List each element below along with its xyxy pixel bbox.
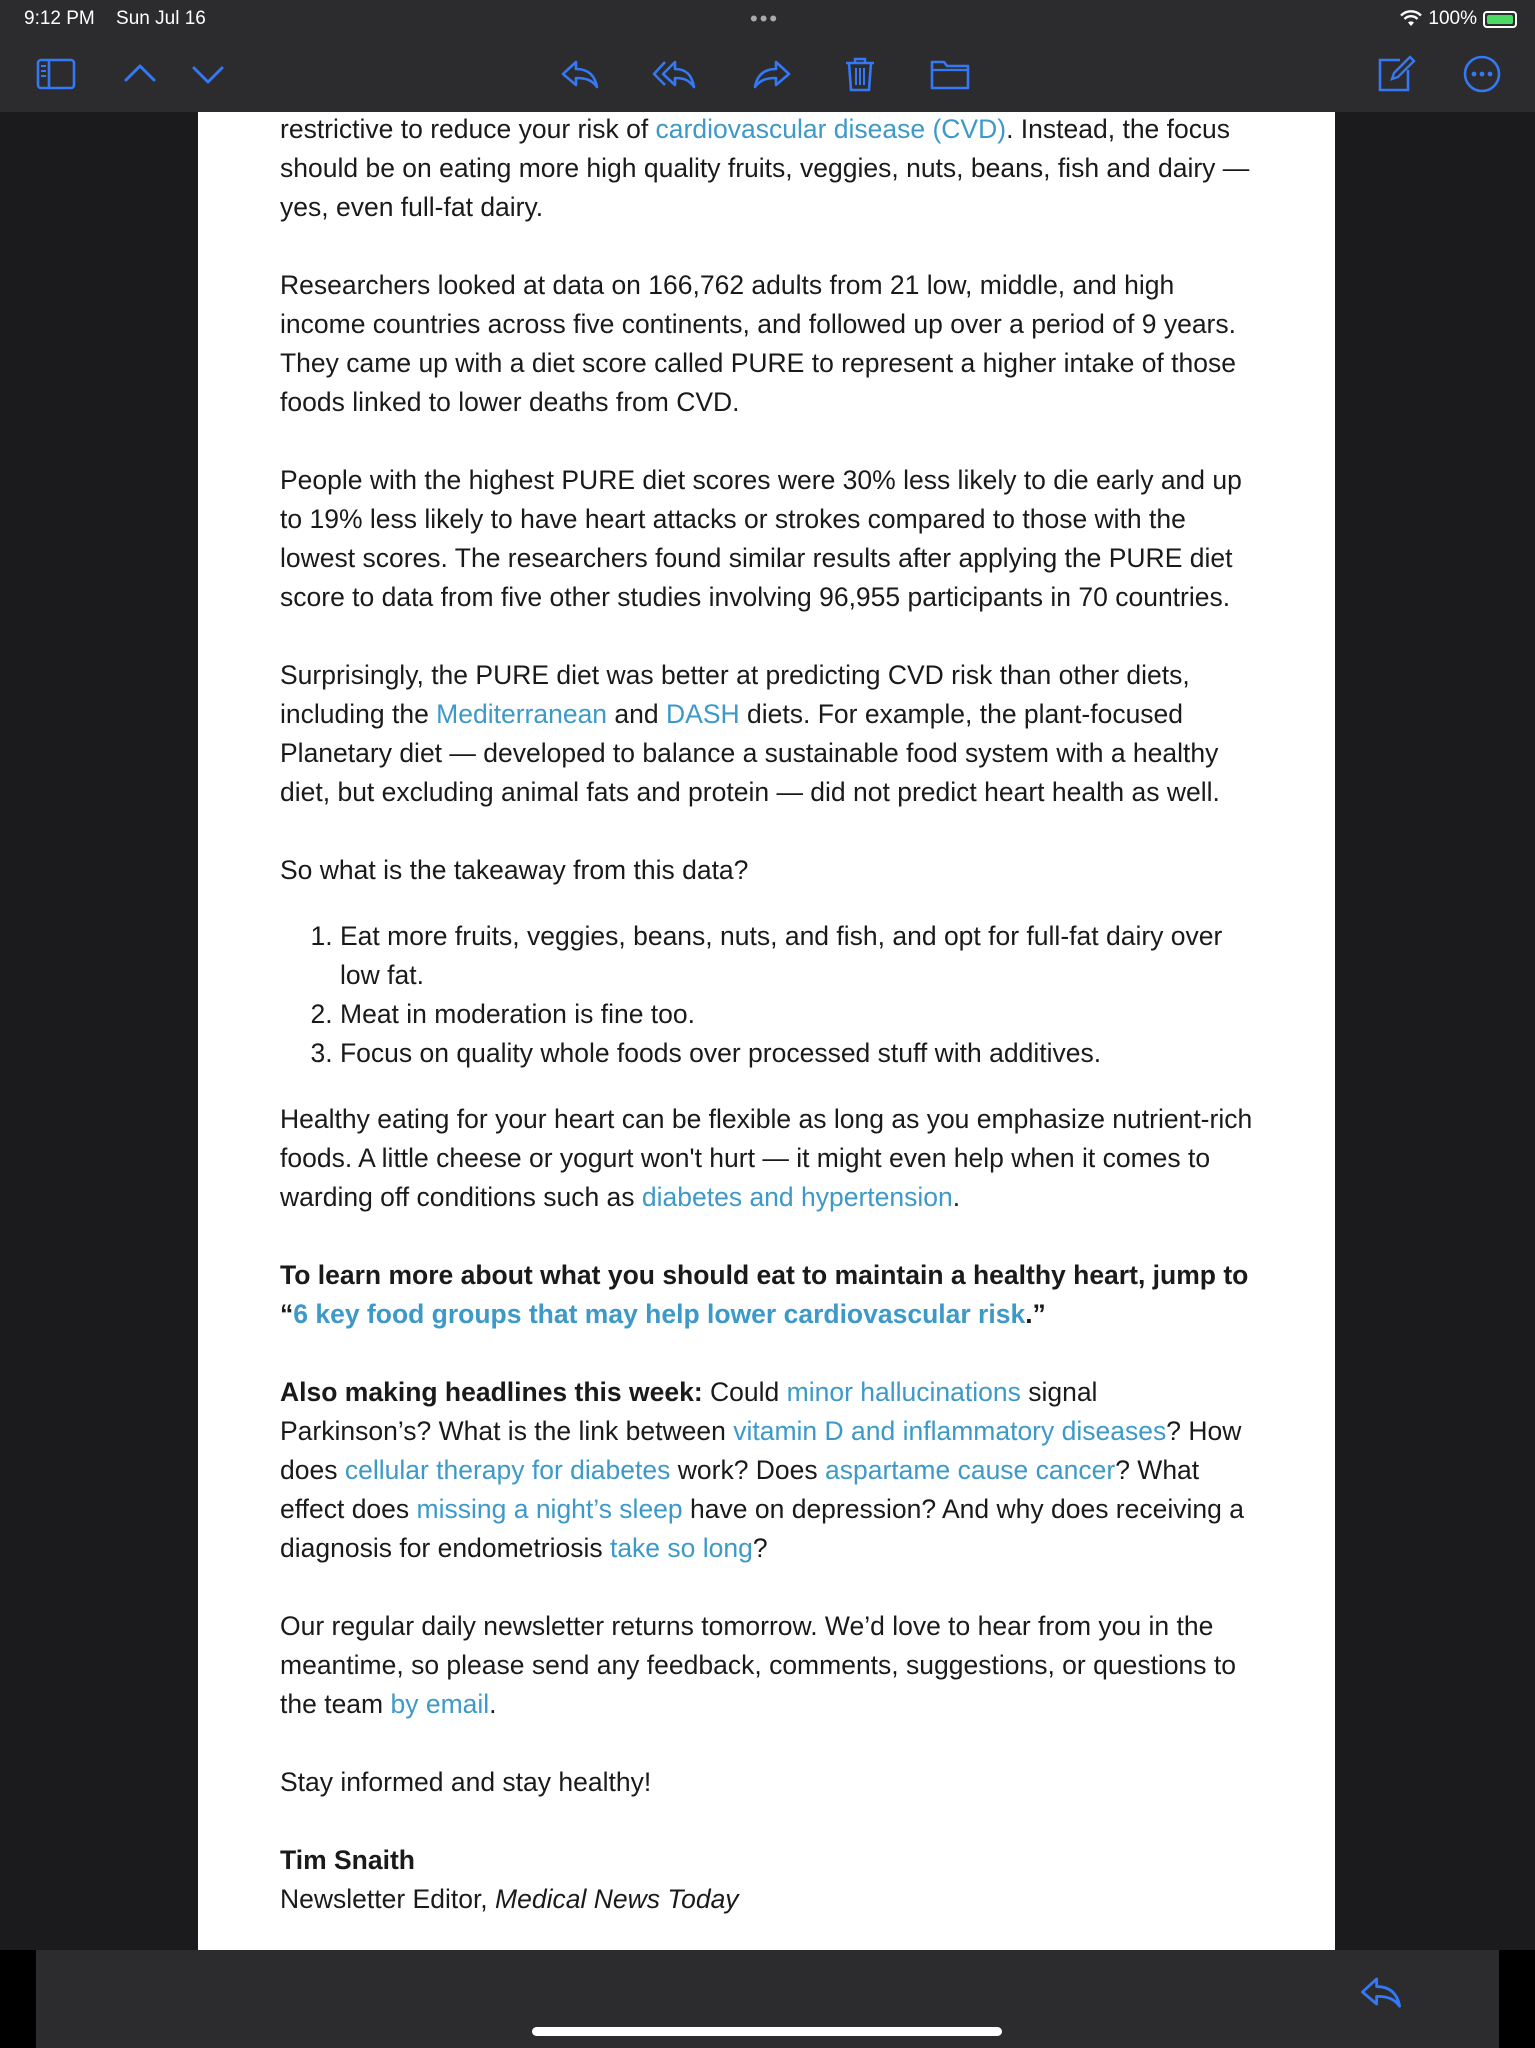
signature-publication: Medical News Today xyxy=(495,1884,739,1914)
text-run: ? How does xyxy=(280,1416,1242,1485)
list-item: 2. Meat in moderation is fine too. xyxy=(340,995,1255,1034)
text-run: ? What effect does xyxy=(280,1455,1200,1524)
signature-name: Tim Snaith xyxy=(280,1845,415,1875)
forward-icon xyxy=(750,52,794,96)
reply-button[interactable] xyxy=(556,50,604,98)
text-run: .” xyxy=(1025,1299,1046,1329)
text-run: . xyxy=(952,1182,961,1212)
text-run: and xyxy=(607,699,667,729)
link-dash[interactable]: DASH xyxy=(666,699,740,729)
previous-message-button[interactable] xyxy=(116,50,164,98)
list-item: 3. Focus on quality whole foods over processed stuff with additives. xyxy=(340,1034,1255,1073)
email-message xyxy=(198,112,1335,1950)
status-right xyxy=(1400,8,1517,30)
link-vitamin-d[interactable]: vitamin D and inflammatory diseases xyxy=(733,1416,1167,1446)
move-to-folder-button[interactable] xyxy=(926,50,974,98)
link-by-email[interactable]: by email xyxy=(390,1689,490,1719)
battery-percent: 100% xyxy=(1428,8,1477,29)
bottom-reply-button[interactable] xyxy=(1357,1968,1405,2016)
paragraph-cvd xyxy=(280,110,1255,227)
paragraph-takeaway: So what is the takeaway from this data? xyxy=(280,855,749,885)
mail-toolbar xyxy=(0,36,1535,112)
paragraph-pure-scores: People with the highest PURE diet scores were 30% less likely to die early and up to 19% less likely to have heart attacks or strokes compared to those with the lowest scores. The researchers found similar results after applying the PURE diet score to data from five other studies involving 96,955 participants in 70 countries. xyxy=(280,465,1242,612)
status-time: 9:12 PM xyxy=(24,8,95,29)
forward-button[interactable] xyxy=(748,50,796,98)
more-icon xyxy=(1460,52,1504,96)
status-date: Sun Jul 16 xyxy=(116,8,206,29)
paragraph-surprisingly xyxy=(280,656,1255,812)
wifi-icon xyxy=(1400,10,1422,28)
link-food-groups[interactable]: 6 key food groups that may help lower cardiovascular risk xyxy=(293,1299,1026,1329)
text-run: have on depression? And why does receiving a diagnosis for endometriosis xyxy=(280,1494,1244,1563)
paragraph-sign-off: Stay informed and stay healthy! xyxy=(280,1767,652,1797)
text-run: . Instead, the focus should be on eating more high quality fruits, veggies, nuts, beans, fish and dairy — yes, even full-fat dairy. xyxy=(280,114,1250,222)
next-message-button[interactable] xyxy=(184,50,232,98)
chevron-up-icon xyxy=(118,52,162,96)
chevron-down-icon xyxy=(186,52,230,96)
paragraph-researchers: Researchers looked at data on 166,762 adults from 21 low, middle, and high income countries across five continents, and followed up over a period of 9 years. They came up with a diet score called PURE to represent a higher intake of those foods linked to lower deaths from CVD. xyxy=(280,270,1236,417)
email-body xyxy=(280,110,1255,1919)
status-bar xyxy=(0,0,1535,36)
text-run: Surprisingly, the PURE diet was better at predicting CVD risk than other diets, including the xyxy=(280,660,1190,729)
signature-role xyxy=(280,1880,1255,1919)
multitasking-dots[interactable]: ••• xyxy=(750,6,780,31)
text-run: signal Parkinson’s? What is the link between xyxy=(280,1377,1098,1446)
text-run: To learn more about what you should eat to maintain a healthy heart, jump to “ xyxy=(280,1260,1249,1329)
link-diabetes-hypertension[interactable]: diabetes and hypertension xyxy=(641,1182,953,1212)
reply-all-icon xyxy=(652,52,696,96)
text-run: diets. For example, the plant-focused Planetary diet — developed to balance a sustainable food system with a healthy diet, but excluding animal fats and protein — did not predict heart health as well. xyxy=(280,699,1220,807)
signature-title: Newsletter Editor, xyxy=(280,1884,496,1914)
link-cardiovascular-disease[interactable]: cardiovascular disease (CVD) xyxy=(655,114,1007,144)
battery-icon xyxy=(1483,11,1517,28)
left-edge xyxy=(0,1950,36,2048)
reply-icon xyxy=(558,52,602,96)
compose-button[interactable] xyxy=(1372,50,1420,98)
link-cellular-therapy[interactable]: cellular therapy for diabetes xyxy=(344,1455,671,1485)
paragraph-headlines xyxy=(280,1373,1255,1568)
link-mediterranean[interactable]: Mediterranean xyxy=(436,699,608,729)
takeaway-list xyxy=(280,917,1255,1073)
right-edge xyxy=(1499,1950,1535,2048)
text-run: Our regular daily newsletter returns tomorrow. We’d love to hear from you in the meantime, so please send any feedback, comments, suggestions, or questions to the team xyxy=(280,1611,1237,1719)
reply-all-button[interactable] xyxy=(650,50,698,98)
folder-icon xyxy=(928,52,972,96)
text-run: work? Does xyxy=(670,1455,826,1485)
status-time-date xyxy=(24,8,222,30)
text-run: ? xyxy=(752,1533,768,1563)
link-missing-sleep[interactable]: missing a night’s sleep xyxy=(416,1494,683,1524)
signature xyxy=(280,1841,1255,1919)
home-indicator[interactable] xyxy=(532,2027,1002,2036)
headlines-label: Also making headlines this week: xyxy=(280,1377,703,1407)
link-minor-hallucinations[interactable]: minor hallucinations xyxy=(786,1377,1021,1407)
text-run: . xyxy=(489,1689,497,1719)
paragraph-learn-more xyxy=(280,1256,1255,1334)
trash-button[interactable] xyxy=(836,50,884,98)
sidebar-icon xyxy=(34,52,78,96)
reply-icon xyxy=(1357,1968,1405,2016)
link-take-so-long[interactable]: take so long xyxy=(609,1533,753,1563)
trash-icon xyxy=(838,52,882,96)
paragraph-newsletter-returns xyxy=(280,1607,1255,1724)
text-run: Could xyxy=(702,1377,787,1407)
more-button[interactable] xyxy=(1458,50,1506,98)
text-run: restrictive to reduce your risk of xyxy=(280,114,656,144)
list-item: 1. Eat more fruits, veggies, beans, nuts, and fish, and opt for full-fat dairy over low fat. xyxy=(340,917,1255,995)
link-aspartame[interactable]: aspartame cause cancer xyxy=(825,1455,1116,1485)
paragraph-healthy-eating xyxy=(280,1100,1255,1217)
sidebar-toggle-button[interactable] xyxy=(32,50,80,98)
text-run: Healthy eating for your heart can be flexible as long as you emphasize nutrient-rich foods. A little cheese or yogurt won't hurt — it might even help when it comes to warding off conditions such as xyxy=(280,1104,1253,1212)
compose-icon xyxy=(1374,52,1418,96)
